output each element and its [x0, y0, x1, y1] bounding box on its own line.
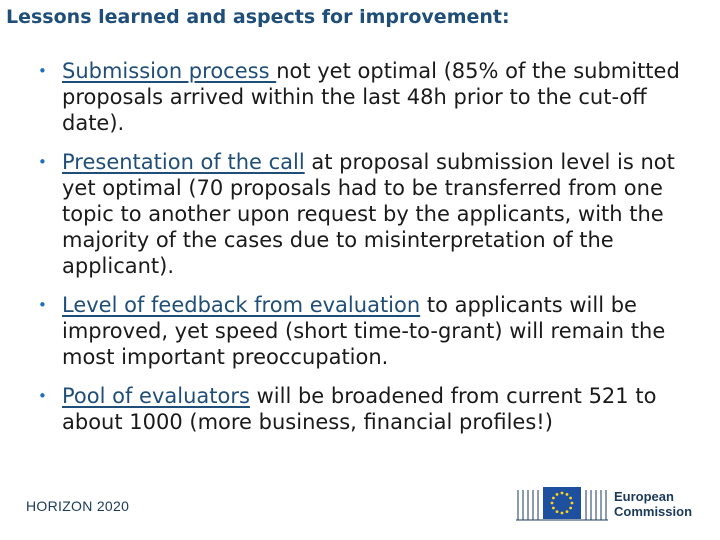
- commission-word-commission: Commission: [614, 504, 693, 519]
- european-commission-logo: [516, 484, 696, 524]
- bullet-dot-icon: •: [38, 153, 47, 171]
- bullet-item: [36, 383, 702, 435]
- bullet-item: [36, 58, 702, 136]
- bullet-highlight: Pool of evaluators: [62, 384, 250, 408]
- bullet-highlight: Presentation of the call: [62, 150, 305, 174]
- eu-flag-building-icon: [516, 484, 608, 522]
- bullet-item: [36, 292, 702, 370]
- bullet-list: [36, 58, 702, 448]
- bullet-text: to applicants will be improved, yet speed (short time-to-grant) will remain the most important preoccupation.: [62, 293, 666, 369]
- bullet-dot-icon: •: [38, 296, 47, 314]
- bullet-item: [36, 149, 702, 279]
- slide-title: Lessons learned and aspects for improvement:: [6, 6, 510, 28]
- horizon-2020-logo: HORIZON 2020: [26, 498, 130, 514]
- commission-word-european: European: [614, 489, 674, 504]
- bullet-text: not yet optimal (85% of the submitted proposals arrived within the last 48h prior to the cut-off date).: [62, 59, 680, 135]
- bullet-text: will be broadened from current 521 to about 1000 (more business, financial profiles!): [62, 384, 657, 434]
- bullet-highlight: Submission process: [62, 59, 277, 83]
- bullet-dot-icon: •: [38, 62, 47, 80]
- bullet-dot-icon: •: [38, 387, 47, 405]
- bullet-highlight: Level of feedback from evaluation: [62, 293, 421, 317]
- bullet-text: at proposal submission level is not yet optimal (70 proposals had to be transferred from one topic to another upon request by the applicants, with the majority of the cases due to misinterpretation of the applicant).: [62, 150, 675, 278]
